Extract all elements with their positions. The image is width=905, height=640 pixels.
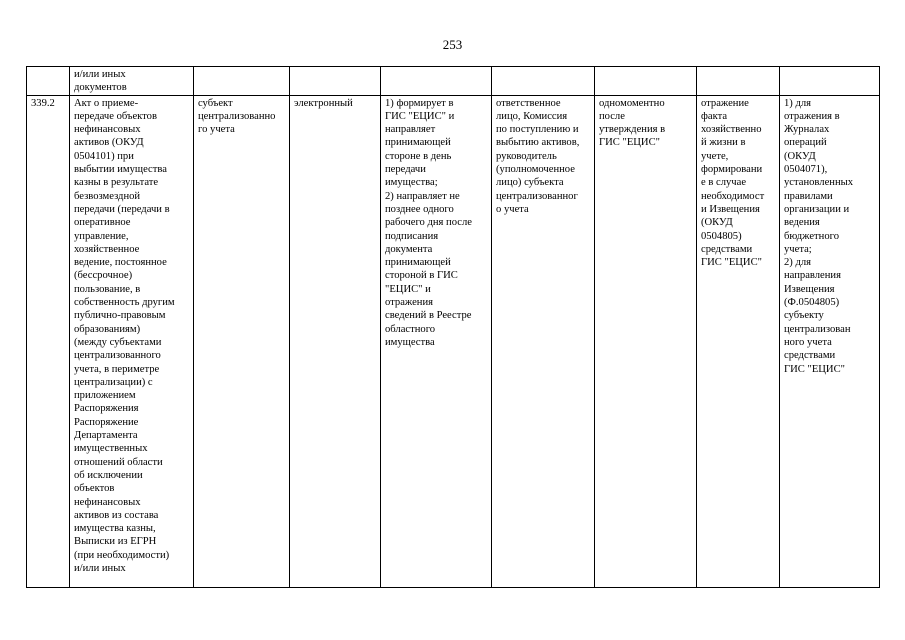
- table-cell-responsible: [492, 67, 595, 96]
- page-number: 253: [442, 37, 463, 52]
- table-cell-purpose: 1) для отражения в Журналах операций (ОКУД 0504071), установленных правилами организации и ведения бюджетного учета; 2) для направления Извещения (Ф.0504805) субъекту централизован ного учета средствами ГИС "ЕЦИС": [780, 95, 880, 587]
- table-cell-format: электронный: [290, 95, 381, 587]
- table-cell-purpose: [780, 67, 880, 96]
- table-row: [27, 67, 880, 96]
- document-table: [26, 66, 880, 588]
- table-cell-creator: субъект централизованно го учета: [194, 95, 290, 587]
- table-cell-action: [697, 67, 780, 96]
- table-cell-procedure: 1) формирует в ГИС "ЕЦИС" и направляет принимающей стороне в день передачи имущества; 2) направляет не позднее одного рабочего дня после подписания документа принимающей стороной в ГИС "ЕЦИС" и отражения сведений в Реестре областного имущества: [381, 95, 492, 587]
- table-cell-document: Акт о приеме- передаче объектов нефинансовых активов (ОКУД 0504101) при выбытии имущества казны в результате безвозмездной передачи (передачи в оперативное управление, хозяйственное ведение, постоянное (бессрочное) пользование, в собственность другим публично-правовым образованиям) (между субъектами централизованного учета, в периметре централизации) с приложением Распоряжения Распоряжение Департамента имущественных отношений области об исключении объектов нефинансовых активов из состава имущества казны, Выписки из ЕГРН (при необходимости) и/или иных: [70, 95, 194, 587]
- table-cell-action: отражение факта хозяйственно й жизни в учете, формировани е в случае необходимост и Извещения (ОКУД 0504805) средствами ГИС "ЕЦИС": [697, 95, 780, 587]
- table-cell-creator: [194, 67, 290, 96]
- table-row: [27, 95, 880, 587]
- table-cell-number: [27, 67, 70, 96]
- table-cell-timing: [595, 67, 697, 96]
- table-cell-responsible: ответственное лицо, Комиссия по поступлению и выбытию активов, руководитель (уполномоченное лицо) субъекта централизованног о учета: [492, 95, 595, 587]
- table-cell-format: [290, 67, 381, 96]
- table-cell-document: и/или иных документов: [70, 67, 194, 96]
- table-cell-timing: одномоментно после утверждения в ГИС "ЕЦИС": [595, 95, 697, 587]
- table-cell-number: 339.2: [27, 95, 70, 587]
- table-cell-procedure: [381, 67, 492, 96]
